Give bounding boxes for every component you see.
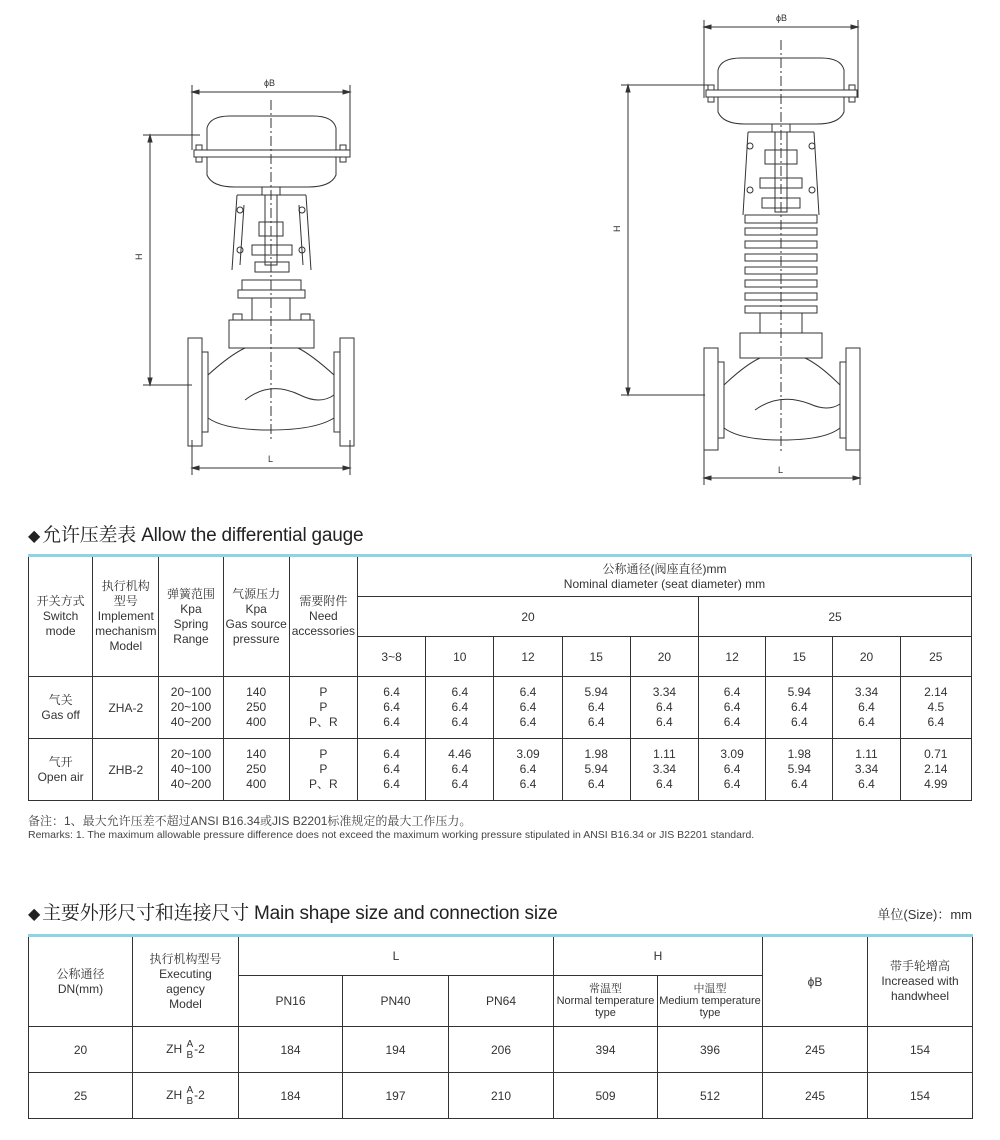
model-cell: ZH A B -2 bbox=[133, 1027, 239, 1073]
differential-pressure-table bbox=[28, 554, 972, 801]
handwheel-cell: 154 bbox=[868, 1027, 973, 1073]
header-h: H bbox=[554, 936, 763, 976]
header-accessories: 需要附件 Need accessories bbox=[289, 556, 357, 677]
header-nominal-diameter: 公称通径(阀座直径)mm Nominal diameter (seat diameter) mm bbox=[357, 556, 971, 597]
header-seat: 10 bbox=[426, 637, 494, 677]
value-cell: 4.46 6.4 6.4 bbox=[426, 739, 494, 801]
h-label-left: H bbox=[134, 253, 144, 260]
section2-heading bbox=[28, 898, 558, 925]
phib-cell: 245 bbox=[763, 1027, 868, 1073]
value-cell: 3.34 6.4 6.4 bbox=[630, 677, 698, 739]
h-label-right: H bbox=[612, 225, 622, 232]
header-seat: 20 bbox=[630, 637, 698, 677]
pn40-cell: 197 bbox=[343, 1073, 449, 1119]
dn-cell: 20 bbox=[29, 1027, 133, 1073]
model-cell: ZH A B -2 bbox=[133, 1073, 239, 1119]
value-cell: 3.34 6.4 6.4 bbox=[833, 677, 900, 739]
header-switch-mode: 开关方式 Switch mode bbox=[29, 556, 93, 677]
value-cell: 6.4 6.4 6.4 bbox=[699, 677, 766, 739]
pn16-cell: 184 bbox=[239, 1027, 343, 1073]
header-seat: 15 bbox=[766, 637, 833, 677]
table-row-open-air bbox=[29, 739, 972, 801]
header-phi-b: ϕB bbox=[763, 936, 868, 1027]
phi-b-label-left: ϕB bbox=[264, 78, 276, 88]
value-cell: 6.4 6.4 6.4 bbox=[357, 739, 425, 801]
dimension-table bbox=[28, 934, 973, 1119]
pn64-cell: 206 bbox=[449, 1027, 554, 1073]
header-seat: 12 bbox=[699, 637, 766, 677]
model-cell: ZHA-2 bbox=[93, 677, 159, 739]
unit-label: 单位(Size)：mm bbox=[877, 907, 972, 922]
medium-cell: 512 bbox=[658, 1073, 763, 1119]
table-row bbox=[29, 1073, 973, 1119]
header-dn20: 20 bbox=[357, 597, 698, 637]
header-model: 执行机构型号 Executing agency Model bbox=[133, 936, 239, 1027]
value-cell: 5.94 6.4 6.4 bbox=[766, 677, 833, 739]
pn40-cell: 194 bbox=[343, 1027, 449, 1073]
normal-cell: 394 bbox=[554, 1027, 658, 1073]
l-label-right: L bbox=[778, 465, 784, 475]
gas-cell: 140 250 400 bbox=[223, 739, 289, 801]
diamond-bullet-icon: ◆ bbox=[28, 528, 41, 545]
header-normal-temp: 常温型 Normal temperature type bbox=[554, 976, 658, 1027]
header-medium-temp: 中温型 Medium temperature type bbox=[658, 976, 763, 1027]
value-cell: 6.4 6.4 6.4 bbox=[426, 677, 494, 739]
dn-cell: 25 bbox=[29, 1073, 133, 1119]
remark-en: Remarks: 1. The maximum allowable pressure difference does not exceed the maximum working pressure stipulated in ANSI B16.34 or JIS B2201 standard. bbox=[28, 829, 755, 841]
value-cell: 1.11 3.34 6.4 bbox=[630, 739, 698, 801]
header-seat: 3~8 bbox=[357, 637, 425, 677]
header-pn64: PN64 bbox=[449, 976, 554, 1027]
value-cell: 6.4 6.4 6.4 bbox=[357, 677, 425, 739]
model-cell: ZHB-2 bbox=[93, 739, 159, 801]
header-spring-range: 弹簧范围 Kpa Spring Range bbox=[159, 556, 223, 677]
value-cell: 1.98 5.94 6.4 bbox=[766, 739, 833, 801]
header-seat: 12 bbox=[494, 637, 562, 677]
medium-cell: 396 bbox=[658, 1027, 763, 1073]
spring-cell: 20~100 20~100 40~200 bbox=[159, 677, 223, 739]
section2-title: 主要外形尺寸和连接尺寸 Main shape size and connection size bbox=[42, 903, 558, 924]
value-cell: 1.98 5.94 6.4 bbox=[562, 739, 630, 801]
header-dn25: 25 bbox=[699, 597, 972, 637]
header-pn40: PN40 bbox=[343, 976, 449, 1027]
header-dn: 公称通径 DN(mm) bbox=[29, 936, 133, 1027]
pn64-cell: 210 bbox=[449, 1073, 554, 1119]
spring-cell: 20~100 40~100 40~200 bbox=[159, 739, 223, 801]
pn16-cell: 184 bbox=[239, 1073, 343, 1119]
value-cell: 3.09 6.4 6.4 bbox=[699, 739, 766, 801]
phi-b-label-right: ϕB bbox=[776, 13, 788, 23]
header-l: L bbox=[239, 936, 554, 976]
value-cell: 0.71 2.14 4.99 bbox=[900, 739, 971, 801]
table-row bbox=[29, 1027, 973, 1073]
header-handwheel: 带手轮增高 Increased with handwheel bbox=[868, 936, 973, 1027]
phib-cell: 245 bbox=[763, 1073, 868, 1119]
medium-temperature-valve-drawing bbox=[621, 20, 860, 485]
header-pn16: PN16 bbox=[239, 976, 343, 1027]
gas-cell: 140 250 400 bbox=[223, 677, 289, 739]
value-cell: 6.4 6.4 6.4 bbox=[494, 677, 562, 739]
mode-cell: 气开 Open air bbox=[29, 739, 93, 801]
normal-cell: 509 bbox=[554, 1073, 658, 1119]
value-cell: 3.09 6.4 6.4 bbox=[494, 739, 562, 801]
header-seat: 15 bbox=[562, 637, 630, 677]
handwheel-cell: 154 bbox=[868, 1073, 973, 1119]
mode-cell: 气关 Gas off bbox=[29, 677, 93, 739]
section1-title: 允许压差表 Allow the differential gauge bbox=[42, 525, 364, 546]
remark-cn: 备注：1、最大允许压差不超过ANSI B16.34或JIS B2201标准规定的最大工作压力。 bbox=[28, 814, 472, 828]
diamond-bullet-icon: ◆ bbox=[28, 906, 41, 923]
header-actuator-model: 执行机构 型号 Implement mechanism Model bbox=[93, 556, 159, 677]
value-cell: 2.14 4.5 6.4 bbox=[900, 677, 971, 739]
acc-cell: P P P、R bbox=[289, 677, 357, 739]
value-cell: 1.11 3.34 6.4 bbox=[833, 739, 900, 801]
table-row-gas-off bbox=[29, 677, 972, 739]
standard-valve-drawing bbox=[143, 85, 354, 475]
header-seat: 20 bbox=[833, 637, 900, 677]
valve-drawings bbox=[0, 0, 1000, 500]
header-seat: 25 bbox=[900, 637, 971, 677]
acc-cell: P P P、R bbox=[289, 739, 357, 801]
l-label-left: L bbox=[268, 454, 274, 464]
value-cell: 5.94 6.4 6.4 bbox=[562, 677, 630, 739]
section1-heading bbox=[28, 520, 363, 547]
header-gas-source: 气源压力 Kpa Gas source pressure bbox=[223, 556, 289, 677]
